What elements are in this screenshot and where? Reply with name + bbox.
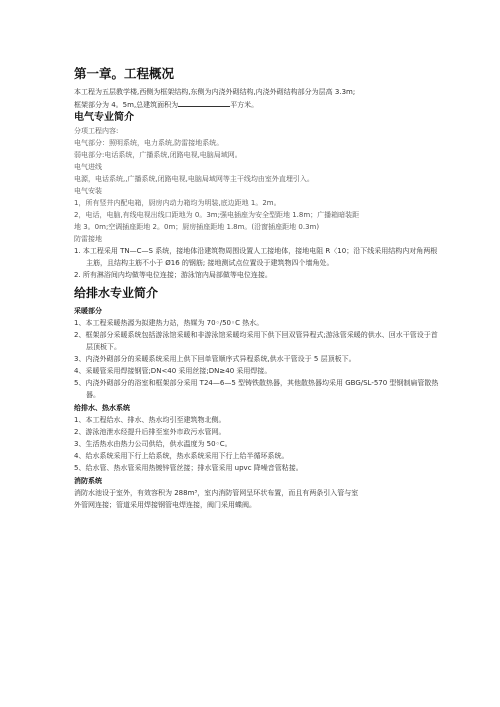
- electrical-line: 电源，电话系统,,广播系统,闭路电视,电脑局域网等主干线均由室外直埋引入。: [74, 175, 314, 183]
- heating-list-item: 4、采暖管采用焊接钢管;DN<40 采用丝接;DN≥40 采用焊接。: [74, 367, 272, 375]
- water-list-item: 3、生活热水由热力公司供给，供水温度为 50◦C。: [74, 440, 232, 448]
- area-blank-field: [178, 98, 230, 107]
- electrical-line: 1，所有竖井内配电箱，厨房内动力箱均为明装,底边距地 1。2m。: [74, 199, 281, 207]
- heating-list-item: 5、内浇外砌部分的浴室和框架部分采用 T24—6—5 型铸铁散热器，其他散热器均采用 GBG/SL-570 型钢制扁管散热器。: [74, 379, 439, 399]
- electrical-line: 电气安装: [74, 187, 102, 195]
- electrical-line: 地 3。0m;空调插座距地 2。0m；厨房插座距地 1.8m。(沿窗插座距地 0.3m): [74, 223, 320, 231]
- grounding-list-item: 2. 所有淋浴间内均做等电位连接；游泳馆内局部做等电位连接。: [74, 271, 272, 279]
- electrical-line: 电气进线: [74, 163, 102, 171]
- electrical-line: 电气部分：照明系统，电力系统,防雷接地系统。: [74, 139, 224, 147]
- grounding-list-item: 1. 本工程采用 TN—C—S 系统，接地体沿建筑物周围设置人工接地体，接地电阻 R〈10；沿下线采用结构内对角两根主筋，且结构主筋不小于 Ø16 的钢筋; 接地测试点位置设于建筑物四个墙角处。: [74, 247, 438, 267]
- intro-line-2: [74, 98, 442, 111]
- intro-line-1: 本工程为五层教学楼,西侧为框架结构,东侧为内浇外砌结构,内浇外砌结构部分为层高 3.3m;: [74, 88, 356, 96]
- water-heading: 给排水、热水系统: [74, 404, 130, 412]
- intro-line-2-text: 框架部分为 4。5m,总建筑面积为: [74, 101, 179, 109]
- heating-heading: 采暖部分: [74, 307, 102, 315]
- water-list-item: 2、游泳池泄水经提升后排至室外市政污水管网。: [74, 428, 226, 436]
- water-list-item: 1、本工程给水、排水、热水均引至建筑物北侧。: [74, 416, 226, 424]
- heating-list-item: 1、本工程采暖热源为拟建热力站，热媒为 70◦/50◦C 热水。: [74, 319, 264, 327]
- electrical-line: 分项工程内容:: [74, 127, 119, 135]
- water-list-item: 5、给水管、热水管采用热镀锌管丝接；排水管采用 upvc 降噪音管粘接。: [74, 464, 303, 472]
- electrical-heading: 电气专业简介: [74, 112, 134, 123]
- electrical-line: 防雷接地: [74, 235, 102, 243]
- heating-list-item: 2、框架部分采暖系统包括游泳馆采暖和非游泳馆采暖均采用下供下回双管异程式;游泳管采暖的供水、回水干管设于首层顶板下。: [74, 331, 438, 351]
- plumbing-heading: 给排水专业简介: [74, 286, 159, 300]
- fire-heading: 消防系统: [74, 477, 102, 485]
- electrical-line: 弱电部分:电话系统，广播系统,闭路电视,电脑局域网。: [74, 151, 242, 159]
- electrical-line: 2，电话，电脑,有线电视出线口距地为 0。3m;强电插座为安全型距地 1.8m；广播箱暗装距: [74, 211, 360, 219]
- heating-list-item: 3、内浇外砌部分的采暖系统采用上供下回单管顺序式异程系统,供水干管设于 5 层顶板下。: [74, 355, 356, 363]
- fire-line: 外管网连接；管道采用焊接钢管电焊连接，阀门采用蝶阀。: [74, 501, 256, 509]
- chapter-title: 第一章。工程概况: [74, 66, 175, 81]
- water-list-item: 4、给水系统采用下行上给系统，热水系统采用下行上给半循环系统。: [74, 452, 289, 460]
- document-content: [74, 66, 442, 511]
- fire-line: 消防水池设于室外，有效容积为 288m³，室内消防管网呈环状布置，而且有两条引入管与室: [74, 489, 359, 497]
- intro-line-2-unit: 平方米。: [230, 101, 259, 109]
